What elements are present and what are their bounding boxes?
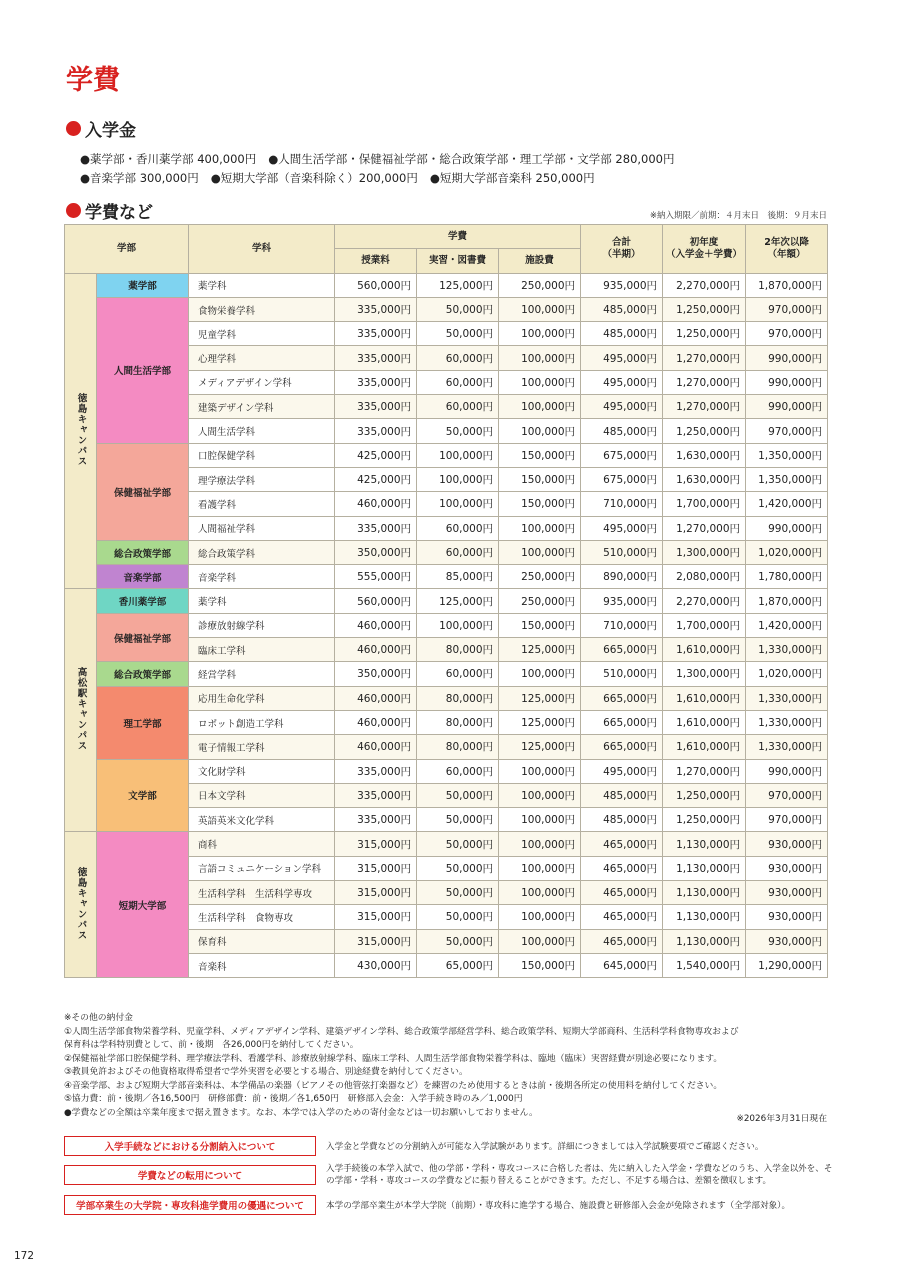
header-faculty: 学部 <box>65 225 189 274</box>
amount-cell: 100,000円 <box>499 783 581 807</box>
amount-cell: 1,270,000円 <box>663 759 746 783</box>
amount-cell: 510,000円 <box>581 662 663 686</box>
amount-cell: 315,000円 <box>335 856 417 880</box>
note-line: ⑤協力費：前・後期／各16,500円 研修部費：前・後期／各1,650円 研修部入会金：入学手続き時のみ／1,000円 <box>64 1094 523 1104</box>
amount-cell: 1,330,000円 <box>746 638 828 662</box>
page-title: 学費 <box>66 65 120 96</box>
header-practice: 実習・図書費 <box>417 249 499 273</box>
amount-cell: 1,130,000円 <box>663 881 746 905</box>
faculty-cell: 理工学部 <box>97 686 189 759</box>
subject-cell: 人間生活学科 <box>189 419 335 443</box>
amount-cell: 1,130,000円 <box>663 929 746 953</box>
amount-cell: 1,330,000円 <box>746 735 828 759</box>
amount-cell: 1,270,000円 <box>663 516 746 540</box>
entrance-item: ●薬学部・香川薬学部 400,000円 <box>80 152 257 166</box>
faculty-cell: 保健福祉学部 <box>97 613 189 662</box>
amount-cell: 1,250,000円 <box>663 808 746 832</box>
amount-cell: 1,700,000円 <box>663 492 746 516</box>
amount-cell: 50,000円 <box>417 905 499 929</box>
header-second-year: 2年次以降 （年額） <box>746 225 828 274</box>
amount-cell: 1,250,000円 <box>663 783 746 807</box>
amount-cell: 1,870,000円 <box>746 273 828 297</box>
note-line: 保育科は学科特別費として、前・後期 各26,000円を納付してください。 <box>64 1040 359 1050</box>
amount-cell: 100,000円 <box>499 662 581 686</box>
amount-cell: 335,000円 <box>335 370 417 394</box>
amount-cell: 1,130,000円 <box>663 905 746 929</box>
note-line: ●学費などの全額は卒業年度まで据え置きます。なお、本学では入学のための寄付金などは一切お願いしておりません。 <box>64 1107 538 1118</box>
amount-cell: 1,270,000円 <box>663 346 746 370</box>
subject-cell: ロボット創造工学科 <box>189 710 335 734</box>
amount-cell: 1,610,000円 <box>663 638 746 662</box>
amount-cell: 125,000円 <box>499 710 581 734</box>
amount-cell: 50,000円 <box>417 297 499 321</box>
amount-cell: 50,000円 <box>417 783 499 807</box>
amount-cell: 100,000円 <box>417 492 499 516</box>
amount-cell: 60,000円 <box>417 759 499 783</box>
amount-cell: 335,000円 <box>335 808 417 832</box>
amount-cell: 1,700,000円 <box>663 613 746 637</box>
subject-cell: 商科 <box>189 832 335 856</box>
amount-cell: 100,000円 <box>499 759 581 783</box>
subject-cell: 言語コミュニケーション学科 <box>189 856 335 880</box>
red-dot-icon <box>66 203 81 218</box>
as-of-date: ※2026年3月31日現在 <box>736 1114 827 1124</box>
table-row <box>65 613 828 637</box>
amount-cell: 675,000円 <box>581 467 663 491</box>
subject-cell: 心理学科 <box>189 346 335 370</box>
installment-box-label: 入学手続などにおける分割納入について <box>64 1136 316 1156</box>
note-line: ②保健福祉学部口腔保健学科、理学療法学科、看護学科、診療放射線学科、臨床工学科、人間生活学部食物栄養学科は、臨地（臨床）実習経費が別途必要になります。 <box>64 1053 723 1064</box>
amount-cell: 100,000円 <box>499 370 581 394</box>
amount-cell: 335,000円 <box>335 419 417 443</box>
amount-cell: 495,000円 <box>581 346 663 370</box>
subject-cell: 食物栄養学科 <box>189 297 335 321</box>
entrance-item: ●音楽学部 300,000円 <box>80 171 199 185</box>
amount-cell: 560,000円 <box>335 273 417 297</box>
amount-cell: 2,080,000円 <box>663 565 746 589</box>
amount-cell: 890,000円 <box>581 565 663 589</box>
amount-cell: 970,000円 <box>746 419 828 443</box>
amount-cell: 665,000円 <box>581 735 663 759</box>
amount-cell: 465,000円 <box>581 905 663 929</box>
amount-cell: 350,000円 <box>335 540 417 564</box>
subject-cell: 日本文学科 <box>189 783 335 807</box>
header-tuition: 授業料 <box>335 249 417 273</box>
subject-cell: 薬学科 <box>189 589 335 613</box>
amount-cell: 1,330,000円 <box>746 710 828 734</box>
amount-cell: 335,000円 <box>335 346 417 370</box>
header-total: 合計 （半期） <box>581 225 663 274</box>
graduate-box-text: 本学の学部卒業生が本学大学院（前期）・専攻科に進学する場合、施設費と研修部入会金が免除されます（全学部対象）。 <box>326 1201 791 1211</box>
amount-cell: 990,000円 <box>746 346 828 370</box>
graduate-box-label: 学部卒業生の大学院・専攻科進学費用の優遇について <box>64 1195 316 1215</box>
amount-cell: 990,000円 <box>746 759 828 783</box>
amount-cell: 335,000円 <box>335 322 417 346</box>
amount-cell: 125,000円 <box>499 686 581 710</box>
notes <box>64 1012 834 1120</box>
table-row <box>65 565 828 589</box>
amount-cell: 990,000円 <box>746 516 828 540</box>
fees-heading-text: 学費など <box>85 203 153 223</box>
amount-cell: 930,000円 <box>746 832 828 856</box>
header-first-year: 初年度 （入学金＋学費） <box>663 225 746 274</box>
amount-cell: 2,270,000円 <box>663 589 746 613</box>
amount-cell: 50,000円 <box>417 419 499 443</box>
subject-cell: 人間福祉学科 <box>189 516 335 540</box>
amount-cell: 970,000円 <box>746 322 828 346</box>
amount-cell: 80,000円 <box>417 638 499 662</box>
header-facility: 施設費 <box>499 249 581 273</box>
amount-cell: 100,000円 <box>417 613 499 637</box>
subject-cell: メディアデザイン学科 <box>189 370 335 394</box>
faculty-cell: 短期大学部 <box>97 832 189 978</box>
amount-cell: 1,270,000円 <box>663 370 746 394</box>
amount-cell: 250,000円 <box>499 565 581 589</box>
subject-cell: 経営学科 <box>189 662 335 686</box>
amount-cell: 485,000円 <box>581 322 663 346</box>
amount-cell: 80,000円 <box>417 735 499 759</box>
amount-cell: 465,000円 <box>581 881 663 905</box>
amount-cell: 485,000円 <box>581 808 663 832</box>
subject-cell: 生活科学科 食物専攻 <box>189 905 335 929</box>
amount-cell: 100,000円 <box>417 467 499 491</box>
amount-cell: 50,000円 <box>417 929 499 953</box>
subject-cell: 薬学科 <box>189 273 335 297</box>
amount-cell: 1,420,000円 <box>746 492 828 516</box>
table-row <box>65 589 828 613</box>
amount-cell: 1,630,000円 <box>663 443 746 467</box>
amount-cell: 710,000円 <box>581 613 663 637</box>
amount-cell: 85,000円 <box>417 565 499 589</box>
subject-cell: 英語英米文化学科 <box>189 808 335 832</box>
amount-cell: 100,000円 <box>499 516 581 540</box>
amount-cell: 930,000円 <box>746 905 828 929</box>
header-tuition-group: 学費 <box>335 225 581 249</box>
note-line: ※その他の納付金 <box>64 1013 133 1023</box>
amount-cell: 60,000円 <box>417 370 499 394</box>
amount-cell: 1,020,000円 <box>746 662 828 686</box>
amount-cell: 1,780,000円 <box>746 565 828 589</box>
amount-cell: 460,000円 <box>335 492 417 516</box>
amount-cell: 50,000円 <box>417 856 499 880</box>
amount-cell: 485,000円 <box>581 297 663 321</box>
amount-cell: 1,350,000円 <box>746 467 828 491</box>
amount-cell: 335,000円 <box>335 759 417 783</box>
amount-cell: 1,250,000円 <box>663 297 746 321</box>
header-subject: 学科 <box>189 225 335 274</box>
amount-cell: 970,000円 <box>746 297 828 321</box>
amount-cell: 150,000円 <box>499 467 581 491</box>
faculty-cell: 薬学部 <box>97 273 189 297</box>
amount-cell: 560,000円 <box>335 589 417 613</box>
amount-cell: 60,000円 <box>417 662 499 686</box>
subject-cell: 文化財学科 <box>189 759 335 783</box>
campus-cell <box>65 589 97 832</box>
amount-cell: 100,000円 <box>499 540 581 564</box>
amount-cell: 150,000円 <box>499 953 581 977</box>
amount-cell: 460,000円 <box>335 686 417 710</box>
amount-cell: 1,610,000円 <box>663 735 746 759</box>
faculty-cell: 総合政策学部 <box>97 662 189 686</box>
amount-cell: 150,000円 <box>499 492 581 516</box>
fee-table <box>64 224 828 978</box>
amount-cell: 100,000円 <box>499 419 581 443</box>
amount-cell: 335,000円 <box>335 297 417 321</box>
faculty-cell: 総合政策学部 <box>97 540 189 564</box>
note-line: ③教員免許およびその他資格取得希望者で学外実習を必要とする場合、別途経費を納付してください。 <box>64 1067 468 1077</box>
table-row <box>65 686 828 710</box>
entrance-heading <box>66 116 136 141</box>
amount-cell: 80,000円 <box>417 710 499 734</box>
amount-cell: 930,000円 <box>746 856 828 880</box>
amount-cell: 1,270,000円 <box>663 395 746 419</box>
amount-cell: 150,000円 <box>499 613 581 637</box>
subject-cell: 音楽科 <box>189 953 335 977</box>
amount-cell: 665,000円 <box>581 710 663 734</box>
campus-name: 高松駅キャンパス <box>75 666 87 751</box>
table-row <box>65 297 828 321</box>
amount-cell: 970,000円 <box>746 808 828 832</box>
amount-cell: 350,000円 <box>335 662 417 686</box>
amount-cell: 1,300,000円 <box>663 662 746 686</box>
transfer-box-label: 学費などの転用について <box>64 1165 316 1185</box>
amount-cell: 930,000円 <box>746 929 828 953</box>
amount-cell: 1,540,000円 <box>663 953 746 977</box>
payment-deadline: ※納入期限／前期：４月末日 後期：９月末日 <box>649 211 827 221</box>
campus-name: 徳島キャンパス <box>75 866 87 941</box>
entrance-line-1 <box>80 151 687 167</box>
amount-cell: 250,000円 <box>499 273 581 297</box>
amount-cell: 100,000円 <box>417 443 499 467</box>
amount-cell: 250,000円 <box>499 589 581 613</box>
amount-cell: 50,000円 <box>417 881 499 905</box>
amount-cell: 100,000円 <box>499 929 581 953</box>
amount-cell: 710,000円 <box>581 492 663 516</box>
installment-box-text: 入学金と学費などの分割納入が可能な入学試験があります。詳細につきましては入学試験要項でご確認ください。 <box>326 1142 764 1152</box>
entrance-line-2 <box>80 170 607 186</box>
amount-cell: 1,250,000円 <box>663 322 746 346</box>
amount-cell: 555,000円 <box>335 565 417 589</box>
table-row <box>65 540 828 564</box>
subject-cell: 音楽学科 <box>189 565 335 589</box>
amount-cell: 315,000円 <box>335 832 417 856</box>
amount-cell: 460,000円 <box>335 735 417 759</box>
amount-cell: 125,000円 <box>499 735 581 759</box>
amount-cell: 425,000円 <box>335 467 417 491</box>
amount-cell: 495,000円 <box>581 759 663 783</box>
amount-cell: 100,000円 <box>499 905 581 929</box>
amount-cell: 990,000円 <box>746 395 828 419</box>
amount-cell: 485,000円 <box>581 419 663 443</box>
amount-cell: 675,000円 <box>581 443 663 467</box>
entrance-item: ●短期大学部音楽科 250,000円 <box>429 171 595 185</box>
amount-cell: 335,000円 <box>335 783 417 807</box>
page-number: 172 <box>14 1250 35 1262</box>
subject-cell: 看護学科 <box>189 492 335 516</box>
faculty-cell: 音楽学部 <box>97 565 189 589</box>
amount-cell: 125,000円 <box>417 589 499 613</box>
amount-cell: 50,000円 <box>417 322 499 346</box>
amount-cell: 485,000円 <box>581 783 663 807</box>
entrance-item: ●短期大学部（音楽科除く）200,000円 <box>210 171 418 185</box>
amount-cell: 1,300,000円 <box>663 540 746 564</box>
amount-cell: 150,000円 <box>499 443 581 467</box>
amount-cell: 970,000円 <box>746 783 828 807</box>
amount-cell: 425,000円 <box>335 443 417 467</box>
note-line: ①人間生活学部食物栄養学科、児童学科、メディアデザイン学科、建築デザイン学科、総合政策学部経営学科、総合政策学科、短期大学部商科、生活科学科食物専攻および <box>64 1026 739 1037</box>
subject-cell: 児童学科 <box>189 322 335 346</box>
amount-cell: 930,000円 <box>746 881 828 905</box>
table-row <box>65 759 828 783</box>
faculty-cell: 文学部 <box>97 759 189 832</box>
amount-cell: 100,000円 <box>499 881 581 905</box>
amount-cell: 2,270,000円 <box>663 273 746 297</box>
faculty-cell: 香川薬学部 <box>97 589 189 613</box>
subject-cell: 総合政策学科 <box>189 540 335 564</box>
subject-cell: 建築デザイン学科 <box>189 395 335 419</box>
amount-cell: 645,000円 <box>581 953 663 977</box>
amount-cell: 1,130,000円 <box>663 856 746 880</box>
amount-cell: 665,000円 <box>581 686 663 710</box>
faculty-cell: 人間生活学部 <box>97 297 189 443</box>
entrance-item: ●人間生活学部・保健福祉学部・総合政策学部・理工学部・文学部 280,000円 <box>268 152 675 166</box>
table-row <box>65 662 828 686</box>
amount-cell: 495,000円 <box>581 370 663 394</box>
transfer-box-text: 入学手続後の本学入試で、他の学部・学科・専攻コースに合格した者は、先に納入した入学金・学費などのうち、入学金以外を、その学部・学科・専攻コースの学費などに振り替えることができます。ただし、不足する場合は、差額を徴収します。 <box>326 1164 833 1186</box>
amount-cell: 60,000円 <box>417 346 499 370</box>
amount-cell: 665,000円 <box>581 638 663 662</box>
amount-cell: 510,000円 <box>581 540 663 564</box>
amount-cell: 315,000円 <box>335 905 417 929</box>
amount-cell: 1,350,000円 <box>746 443 828 467</box>
subject-cell: 口腔保健学科 <box>189 443 335 467</box>
amount-cell: 460,000円 <box>335 710 417 734</box>
table-row <box>65 273 828 297</box>
note-line: ④音楽学部、および短期大学部音楽科は、本学備品の楽器（ピアノその他管弦打楽器など）を練習のため使用するときは前・後期各所定の使用料を納付してください。 <box>64 1080 723 1091</box>
amount-cell: 935,000円 <box>581 273 663 297</box>
amount-cell: 935,000円 <box>581 589 663 613</box>
amount-cell: 100,000円 <box>499 322 581 346</box>
amount-cell: 80,000円 <box>417 686 499 710</box>
amount-cell: 1,020,000円 <box>746 540 828 564</box>
subject-cell: 応用生命化学科 <box>189 686 335 710</box>
campus-cell <box>65 832 97 978</box>
amount-cell: 100,000円 <box>499 346 581 370</box>
fees-heading <box>66 198 153 223</box>
amount-cell: 1,130,000円 <box>663 832 746 856</box>
amount-cell: 315,000円 <box>335 881 417 905</box>
amount-cell: 60,000円 <box>417 540 499 564</box>
amount-cell: 1,610,000円 <box>663 710 746 734</box>
amount-cell: 465,000円 <box>581 929 663 953</box>
amount-cell: 495,000円 <box>581 395 663 419</box>
amount-cell: 460,000円 <box>335 613 417 637</box>
table-row <box>65 832 828 856</box>
amount-cell: 65,000円 <box>417 953 499 977</box>
amount-cell: 1,330,000円 <box>746 686 828 710</box>
table-row <box>65 443 828 467</box>
amount-cell: 335,000円 <box>335 516 417 540</box>
amount-cell: 1,870,000円 <box>746 589 828 613</box>
amount-cell: 1,250,000円 <box>663 419 746 443</box>
campus-name: 徳島キャンパス <box>75 392 87 467</box>
amount-cell: 100,000円 <box>499 856 581 880</box>
amount-cell: 125,000円 <box>499 638 581 662</box>
amount-cell: 1,420,000円 <box>746 613 828 637</box>
amount-cell: 60,000円 <box>417 516 499 540</box>
fee-table-body <box>65 273 828 978</box>
amount-cell: 465,000円 <box>581 832 663 856</box>
amount-cell: 1,290,000円 <box>746 953 828 977</box>
faculty-cell: 保健福祉学部 <box>97 443 189 540</box>
amount-cell: 100,000円 <box>499 808 581 832</box>
red-dot-icon <box>66 121 81 136</box>
amount-cell: 125,000円 <box>417 273 499 297</box>
subject-cell: 診療放射線学科 <box>189 613 335 637</box>
amount-cell: 430,000円 <box>335 953 417 977</box>
amount-cell: 100,000円 <box>499 395 581 419</box>
amount-cell: 335,000円 <box>335 395 417 419</box>
amount-cell: 60,000円 <box>417 395 499 419</box>
campus-cell <box>65 273 97 589</box>
amount-cell: 315,000円 <box>335 929 417 953</box>
amount-cell: 1,630,000円 <box>663 467 746 491</box>
amount-cell: 460,000円 <box>335 638 417 662</box>
amount-cell: 990,000円 <box>746 370 828 394</box>
amount-cell: 100,000円 <box>499 832 581 856</box>
subject-cell: 電子情報工学科 <box>189 735 335 759</box>
subject-cell: 保育科 <box>189 929 335 953</box>
amount-cell: 1,610,000円 <box>663 686 746 710</box>
amount-cell: 100,000円 <box>499 297 581 321</box>
amount-cell: 495,000円 <box>581 516 663 540</box>
entrance-heading-text: 入学金 <box>85 121 136 141</box>
amount-cell: 50,000円 <box>417 808 499 832</box>
subject-cell: 理学療法学科 <box>189 467 335 491</box>
subject-cell: 臨床工学科 <box>189 638 335 662</box>
subject-cell: 生活科学科 生活科学専攻 <box>189 881 335 905</box>
amount-cell: 50,000円 <box>417 832 499 856</box>
amount-cell: 465,000円 <box>581 856 663 880</box>
